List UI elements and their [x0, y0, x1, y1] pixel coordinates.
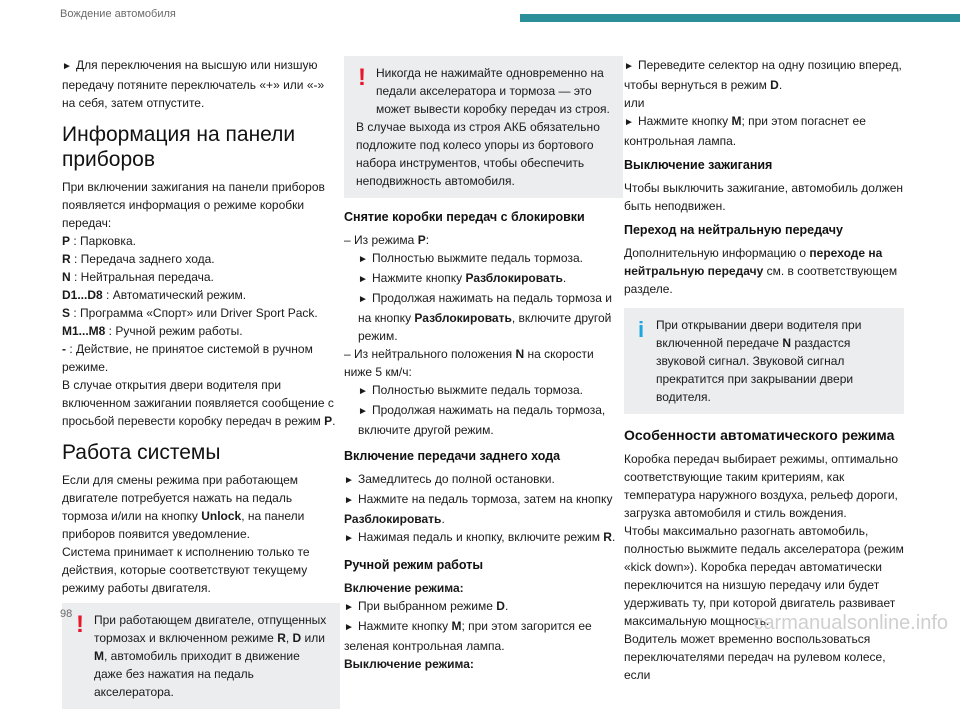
mode-item: M1...M8 : Ручной режим работы. [62, 324, 243, 338]
paragraph: Чтобы выключить зажигание, автомобиль должен быть неподвижен. [624, 181, 904, 213]
column-3 [624, 56, 904, 684]
paragraph: Водитель может временно воспользоваться переключателями передач на рулевом колесе, если [624, 632, 886, 682]
arrow-right-icon: ► [358, 386, 368, 397]
mode-item: N : Нейтральная передача. [62, 270, 214, 284]
warning-icon: ! [358, 64, 366, 91]
arrow-right-icon: ► [624, 117, 634, 128]
section-heading-ignition: Выключение зажигания [624, 158, 773, 172]
paragraph: В случае открытия двери водителя при включенном зажигании появляется сообщение с просьбой перевести коробку передач в режим P. [62, 378, 336, 428]
paragraph: Чтобы максимально разогнать автомобиль, полностью выжмите педаль акселератора (режим «kick down»). Коробка передач автоматически переключится на низшую передачу или будет удерживать ту, при которой двигатель развивает максимальную мощность. [624, 524, 904, 628]
arrow-right-icon: ► [358, 294, 368, 305]
list-item: ► Полностью выжмите педаль тормоза. [344, 249, 623, 269]
arrow-right-icon: ► [344, 602, 354, 613]
paragraph: Система принимает к исполнению только те действия, которые соответствуют текущему режиму работы двигателя. [62, 545, 310, 595]
section-heading-system: Работа системы [62, 441, 221, 464]
section-heading-manual: Ручной режим работы [344, 558, 484, 572]
section-heading-auto: Особенности автоматического режима [624, 427, 895, 443]
list-item: ► При выбранном режиме D. [344, 597, 623, 617]
subheading: Выключение режима: [344, 657, 474, 671]
list-item: ► Замедлитесь до полной остановки. [344, 470, 623, 490]
info-icon: i [638, 317, 645, 342]
mode-item: R : Передача заднего хода. [62, 252, 215, 266]
mode-item: P : Парковка. [62, 234, 136, 248]
arrow-right-icon: ► [344, 495, 354, 506]
arrow-right-icon: ► [344, 533, 354, 544]
list-item: ► Нажмите кнопку M; при этом погаснет ее контрольная лампа. [624, 114, 866, 148]
list-item: ► Продолжая нажимать на педаль тормоза и на кнопку Разблокировать, включите другой режим. [358, 291, 612, 343]
list-item: ► Нажмите на педаль тормоза, затем на кнопку Разблокировать. [344, 492, 613, 526]
list-item: – Из режима P: [344, 233, 430, 247]
arrow-right-icon: ► [344, 622, 354, 633]
header-accent-bar [520, 14, 960, 22]
mode-item: - : Действие, не принятое системой в ручном режиме. [62, 342, 313, 374]
mode-item: S : Программа «Спорт» или Driver Sport Pack. [62, 306, 318, 320]
section-heading-reverse: Включение передачи заднего хода [344, 449, 561, 463]
warning-box: ! При работающем двигателе, отпущенных тормозах и включенном режиме R, D или M, автомобиль приходит в движение даже без нажатия на педаль акселератора. [62, 603, 340, 709]
section-heading-info: Информация на панели приборов [62, 123, 296, 171]
page-number: 98 [60, 608, 73, 620]
arrow-right-icon: ► [62, 61, 72, 72]
paragraph: или [624, 96, 645, 110]
section-heading-unlock: Снятие коробки передач с блокировки [344, 210, 585, 224]
list-item: ► Полностью выжмите педаль тормоза. [344, 381, 623, 401]
list-item: – Из нейтрального положения N на скорости ниже 5 км/ч: [344, 347, 594, 379]
paragraph: Коробка передач выбирает режимы, оптимально соответствующие таким критериям, как температура наружного воздуха, рельеф дороги, загрузка автомобиля и стиль вождения. [624, 452, 899, 520]
running-header: Вождение автомобиля [60, 8, 176, 20]
column-2 [344, 56, 623, 673]
list-item: ► Продолжая нажимать на педаль тормоза, включите другой режим. [358, 403, 606, 437]
mode-item: D1...D8 : Автоматический режим. [62, 288, 247, 302]
paragraph: ► Для переключения на высшую или низшую передачу потяните переключатель «+» или «-» на себя, затем отпустите. [62, 58, 325, 110]
arrow-right-icon: ► [358, 254, 368, 265]
info-box: i При открывании двери водителя при включенной передаче N раздастся звуковой сигнал. Звуковой сигнал прекратится при закрывании двери водителя. [624, 308, 904, 414]
arrow-right-icon: ► [358, 274, 368, 285]
list-item: ► Переведите селектор на одну позицию вперед, чтобы вернуться в режим D. [624, 58, 902, 92]
section-heading-neutral: Переход на нейтральную передачу [624, 223, 843, 237]
list-item: ► Нажмите кнопку Разблокировать. [344, 269, 623, 289]
paragraph: Дополнительную информацию о переходе на нейтральную передачу см. в соответствующем разделе. [624, 246, 898, 296]
paragraph: Если для смены режима при работающем двигателе потребуется нажать на педаль тормоза и/или на кнопку Unlock, на панели приборов появится уведомление. [62, 473, 305, 541]
paragraph: При включении зажигания на панели приборов появляется информация о режиме коробки передач: [62, 180, 325, 230]
subheading: Включение режима: [344, 581, 464, 595]
arrow-right-icon: ► [344, 475, 354, 486]
watermark: carmanualsonline.info [753, 612, 948, 634]
warning-icon: ! [76, 611, 84, 638]
list-item: ► Нажмите кнопку M; при этом загорится ее зеленая контрольная лампа. [344, 619, 592, 653]
warning-box: ! Никогда не нажимайте одновременно на педали акселератора и тормоза — это может вывести коробку передач из строя. В случае выхода из строя АКБ обязательно подложите под колесо упоры из бортового набора инструментов, чтобы обеспечить неподвижность автомобиля. [344, 56, 623, 198]
column-1 [62, 56, 340, 719]
arrow-right-icon: ► [358, 406, 368, 417]
list-item: ► Нажимая педаль и кнопку, включите режим R. [344, 528, 623, 548]
arrow-right-icon: ► [624, 61, 634, 72]
